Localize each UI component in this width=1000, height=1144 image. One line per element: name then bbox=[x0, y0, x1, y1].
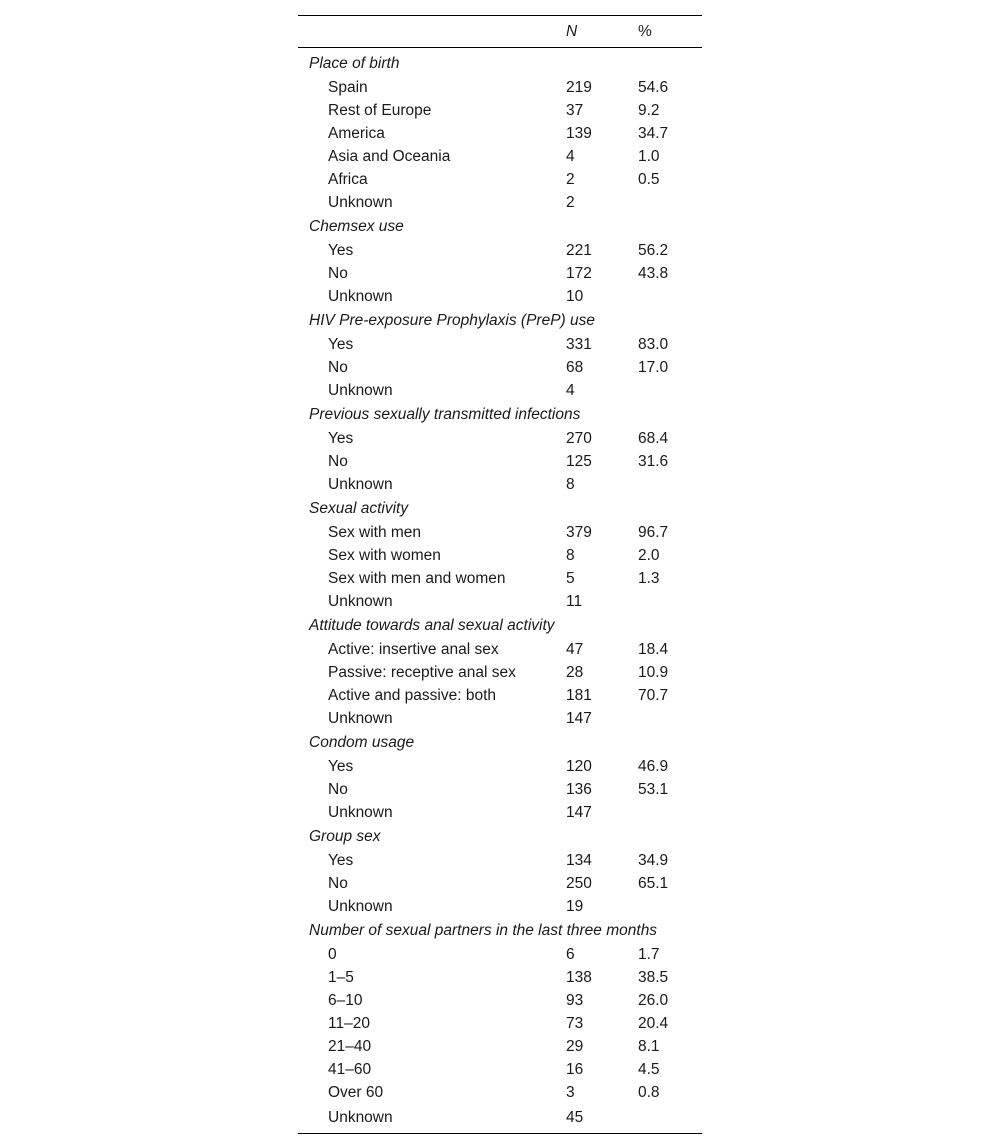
table-row bbox=[298, 895, 702, 918]
row-n: 3 bbox=[566, 1083, 575, 1101]
row-percent: 1.0 bbox=[638, 147, 660, 165]
group-title: Sexual activity bbox=[309, 499, 409, 517]
row-label: Passive: receptive anal sex bbox=[328, 663, 516, 681]
row-percent bbox=[626, 1104, 702, 1134]
table-row bbox=[298, 99, 702, 122]
row-label: Unknown bbox=[328, 897, 393, 915]
row-percent: 56.2 bbox=[638, 241, 669, 259]
group-title: Attitude towards anal sexual activity bbox=[309, 616, 555, 634]
row-n: 4 bbox=[566, 381, 575, 399]
row-percent bbox=[626, 801, 702, 824]
row-n: 2 bbox=[566, 193, 575, 211]
table-row bbox=[298, 544, 702, 567]
header-n: N bbox=[554, 16, 626, 48]
group-header-row bbox=[298, 496, 702, 521]
table-row bbox=[298, 872, 702, 895]
row-percent: 96.7 bbox=[638, 523, 669, 541]
row-n: 16 bbox=[566, 1060, 584, 1078]
row-label: Unknown bbox=[328, 193, 393, 211]
row-n: 8 bbox=[566, 546, 575, 564]
row-percent: 68.4 bbox=[638, 429, 669, 447]
table-row bbox=[298, 191, 702, 214]
row-n: 250 bbox=[566, 874, 592, 892]
row-n: 45 bbox=[554, 1104, 626, 1134]
row-percent: 18.4 bbox=[638, 640, 669, 658]
header-row bbox=[298, 16, 702, 48]
row-percent bbox=[626, 285, 702, 308]
row-label: Unknown bbox=[298, 1104, 554, 1134]
row-label: Spain bbox=[328, 78, 368, 96]
row-label: Sex with men bbox=[328, 523, 422, 541]
group-header-row bbox=[298, 308, 702, 333]
table-row bbox=[298, 122, 702, 145]
row-percent: 0.5 bbox=[638, 170, 660, 188]
table-row bbox=[298, 567, 702, 590]
row-n: 11 bbox=[566, 592, 583, 610]
row-percent: 43.8 bbox=[638, 264, 669, 282]
table-row bbox=[298, 145, 702, 168]
group-title: Chemsex use bbox=[309, 217, 404, 235]
table-row bbox=[298, 427, 702, 450]
header-label-cell bbox=[298, 16, 554, 48]
row-n: 29 bbox=[566, 1037, 584, 1055]
row-label: Unknown bbox=[328, 592, 393, 610]
table-row bbox=[298, 684, 702, 707]
group-title: HIV Pre-exposure Prophylaxis (PreP) use bbox=[309, 311, 596, 329]
table-row bbox=[298, 638, 702, 661]
row-n: 270 bbox=[566, 429, 592, 447]
row-label: Unknown bbox=[328, 287, 393, 305]
row-percent: 9.2 bbox=[638, 101, 660, 119]
row-percent: 20.4 bbox=[638, 1014, 669, 1032]
row-label: Yes bbox=[328, 429, 354, 447]
row-label: Yes bbox=[328, 757, 354, 775]
row-percent bbox=[626, 590, 702, 613]
table-row bbox=[298, 849, 702, 872]
row-n: 147 bbox=[566, 803, 592, 821]
row-n: 125 bbox=[566, 452, 592, 470]
group-header-row bbox=[298, 214, 702, 239]
row-label: No bbox=[328, 264, 348, 282]
table-row bbox=[298, 1035, 702, 1058]
row-label: Unknown bbox=[328, 381, 393, 399]
row-label: Unknown bbox=[328, 475, 393, 493]
table-row bbox=[298, 590, 702, 613]
row-label: Africa bbox=[328, 170, 368, 188]
row-percent: 1.7 bbox=[638, 945, 660, 963]
table-row bbox=[298, 755, 702, 778]
row-percent: 1.3 bbox=[638, 569, 660, 587]
table-row bbox=[298, 943, 702, 966]
row-label: 11–20 bbox=[328, 1014, 370, 1032]
row-label: Sex with men and women bbox=[328, 569, 506, 587]
row-n: 172 bbox=[566, 264, 592, 282]
row-percent bbox=[626, 473, 702, 496]
row-n: 37 bbox=[566, 101, 584, 119]
row-label: America bbox=[328, 124, 385, 142]
row-percent: 26.0 bbox=[638, 991, 669, 1009]
row-n: 331 bbox=[566, 335, 592, 353]
row-label: No bbox=[328, 780, 348, 798]
table-row bbox=[298, 989, 702, 1012]
table-row bbox=[298, 778, 702, 801]
row-percent bbox=[626, 895, 702, 918]
row-percent: 54.6 bbox=[638, 78, 669, 96]
row-percent bbox=[626, 191, 702, 214]
table-row bbox=[298, 707, 702, 730]
row-percent: 8.1 bbox=[638, 1037, 660, 1055]
row-n: 120 bbox=[566, 757, 592, 775]
row-label: Asia and Oceania bbox=[328, 147, 451, 165]
row-percent: 34.9 bbox=[638, 851, 669, 869]
row-n: 8 bbox=[566, 475, 575, 493]
row-percent: 83.0 bbox=[638, 335, 669, 353]
row-percent: 10.9 bbox=[638, 663, 669, 681]
row-percent: 70.7 bbox=[638, 686, 669, 704]
table-row bbox=[298, 333, 702, 356]
table-row bbox=[298, 262, 702, 285]
group-header-row bbox=[298, 48, 702, 77]
row-label: Unknown bbox=[328, 709, 393, 727]
group-header-row bbox=[298, 402, 702, 427]
table-header bbox=[298, 16, 702, 48]
table-row bbox=[298, 521, 702, 544]
row-label: Yes bbox=[328, 851, 354, 869]
table-row bbox=[298, 1081, 702, 1104]
characteristics-table-container bbox=[298, 15, 702, 1134]
table-row bbox=[298, 239, 702, 262]
row-label: 21–40 bbox=[328, 1037, 372, 1055]
row-percent: 2.0 bbox=[638, 546, 660, 564]
header-percent: % bbox=[626, 16, 702, 48]
group-title: Condom usage bbox=[309, 733, 415, 751]
row-n: 47 bbox=[566, 640, 584, 658]
table-row bbox=[298, 1058, 702, 1081]
table-body bbox=[298, 48, 702, 1134]
row-percent bbox=[626, 379, 702, 402]
row-n: 68 bbox=[566, 358, 584, 376]
row-n: 221 bbox=[566, 241, 592, 259]
group-header-row bbox=[298, 824, 702, 849]
group-title: Number of sexual partners in the last three months bbox=[309, 921, 658, 939]
table-row bbox=[298, 473, 702, 496]
table-row bbox=[298, 285, 702, 308]
row-n: 28 bbox=[566, 663, 584, 681]
row-n: 181 bbox=[566, 686, 592, 704]
table-row bbox=[298, 356, 702, 379]
table-row bbox=[298, 661, 702, 684]
row-percent: 34.7 bbox=[638, 124, 669, 142]
table-row bbox=[298, 450, 702, 473]
row-n: 93 bbox=[566, 991, 584, 1009]
group-title: Place of birth bbox=[309, 54, 400, 72]
row-label: No bbox=[328, 874, 348, 892]
row-label: Rest of Europe bbox=[328, 101, 432, 119]
row-label: 6–10 bbox=[328, 991, 363, 1009]
row-label: No bbox=[328, 358, 348, 376]
row-n: 147 bbox=[566, 709, 592, 727]
row-n: 134 bbox=[566, 851, 592, 869]
row-n: 219 bbox=[566, 78, 592, 96]
table-row bbox=[298, 966, 702, 989]
row-percent: 53.1 bbox=[638, 780, 669, 798]
row-n: 5 bbox=[566, 569, 575, 587]
row-label: Yes bbox=[328, 335, 354, 353]
row-n: 73 bbox=[566, 1014, 584, 1032]
row-label: 41–60 bbox=[328, 1060, 372, 1078]
row-n: 139 bbox=[566, 124, 592, 142]
row-n: 10 bbox=[566, 287, 584, 305]
row-percent: 31.6 bbox=[638, 452, 669, 470]
row-percent: 65.1 bbox=[638, 874, 669, 892]
group-header-row bbox=[298, 730, 702, 755]
row-percent: 0.8 bbox=[638, 1083, 660, 1101]
group-title: Group sex bbox=[309, 827, 381, 845]
table-row bbox=[298, 168, 702, 191]
row-percent: 46.9 bbox=[638, 757, 669, 775]
row-n: 136 bbox=[566, 780, 592, 798]
table-row bbox=[298, 1104, 702, 1134]
row-percent bbox=[626, 707, 702, 730]
row-label: Unknown bbox=[328, 803, 393, 821]
row-label: Over 60 bbox=[328, 1083, 384, 1101]
row-n: 2 bbox=[566, 170, 575, 188]
table-row bbox=[298, 1012, 702, 1035]
row-label: Active and passive: both bbox=[328, 686, 497, 704]
group-header-row bbox=[298, 613, 702, 638]
row-label: 0 bbox=[328, 945, 337, 963]
row-percent: 38.5 bbox=[638, 968, 669, 986]
table-row bbox=[298, 76, 702, 99]
characteristics-table bbox=[298, 15, 702, 1134]
row-n: 6 bbox=[566, 945, 575, 963]
row-n: 379 bbox=[566, 523, 592, 541]
row-n: 4 bbox=[566, 147, 575, 165]
row-label: Active: insertive anal sex bbox=[328, 640, 499, 658]
table-row bbox=[298, 801, 702, 824]
row-n: 19 bbox=[566, 897, 584, 915]
group-title: Previous sexually transmitted infections bbox=[309, 405, 581, 423]
row-label: No bbox=[328, 452, 348, 470]
row-percent: 4.5 bbox=[638, 1060, 660, 1078]
row-label: 1–5 bbox=[328, 968, 354, 986]
row-label: Sex with women bbox=[328, 546, 441, 564]
row-label: Yes bbox=[328, 241, 354, 259]
table-row bbox=[298, 379, 702, 402]
row-n: 138 bbox=[566, 968, 592, 986]
row-percent: 17.0 bbox=[638, 358, 669, 376]
group-header-row bbox=[298, 918, 702, 943]
